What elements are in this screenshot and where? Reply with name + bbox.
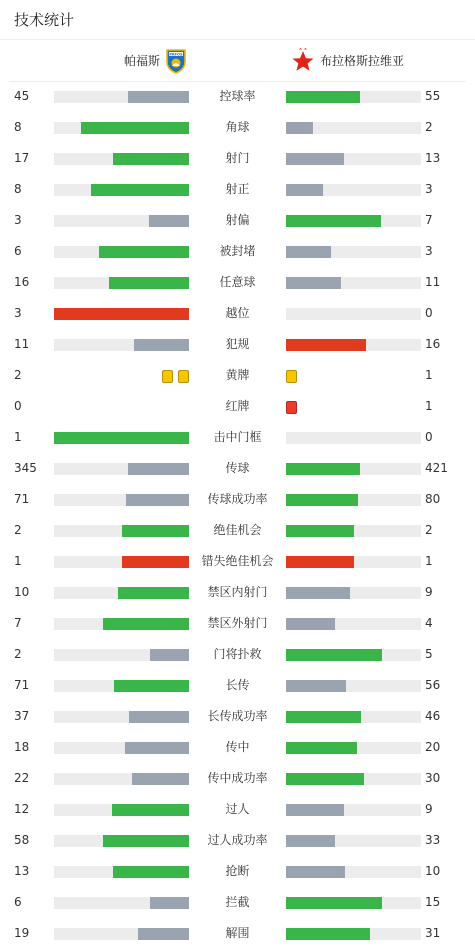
home-value: 71 <box>14 678 30 692</box>
away-bar-track <box>286 91 421 103</box>
stat-label: 击中门框 <box>213 430 262 444</box>
stat-row-blocked-shots <box>0 236 475 267</box>
home-bar-fill <box>125 742 189 754</box>
home-bar-track <box>54 556 189 568</box>
home-value: 2 <box>14 647 22 661</box>
home-yellow-cards <box>162 370 189 382</box>
stat-row-pass-accuracy <box>0 484 475 515</box>
stat-label: 错失绝佳机会 <box>201 554 274 568</box>
home-bar-track <box>54 122 189 134</box>
red-card-icon <box>286 401 297 414</box>
stat-label: 拦截 <box>225 895 250 909</box>
home-bar-fill <box>126 494 189 506</box>
away-bar-track <box>286 463 421 475</box>
home-bar-fill <box>118 587 189 599</box>
stat-label: 长传 <box>225 678 250 692</box>
home-value: 7 <box>14 616 22 630</box>
away-red-cards <box>286 401 297 413</box>
home-bar-track <box>54 804 189 816</box>
away-value: 30 <box>425 771 441 785</box>
away-value: 0 <box>425 306 433 320</box>
away-bar-track <box>286 153 421 165</box>
away-bar-fill <box>286 804 344 816</box>
away-bar-track <box>286 897 421 909</box>
stat-label: 传中成功率 <box>207 771 268 785</box>
stat-label: 越位 <box>225 306 250 320</box>
stat-row-long-balls <box>0 670 475 701</box>
stat-row-red-cards <box>0 391 475 422</box>
stat-label: 门将扑救 <box>213 647 262 661</box>
home-bar-track <box>54 866 189 878</box>
stat-row-shots-inside-box <box>0 577 475 608</box>
pafos-crest-icon <box>165 48 187 74</box>
stat-row-passes <box>0 453 475 484</box>
stat-label: 被封堵 <box>219 244 256 258</box>
home-bar-fill <box>113 866 189 878</box>
stat-row-shots-off-target <box>0 205 475 236</box>
stat-row-shots-on-target <box>0 174 475 205</box>
home-value: 17 <box>14 151 30 165</box>
home-bar-track <box>54 525 189 537</box>
away-value: 421 <box>425 461 448 475</box>
away-bar-fill <box>286 556 354 568</box>
away-value: 46 <box>425 709 441 723</box>
away-team-name: 布拉格斯拉维亚 <box>320 54 405 68</box>
away-bar-fill <box>286 153 344 165</box>
stat-row-shots-outside-box <box>0 608 475 639</box>
away-value: 2 <box>425 523 433 537</box>
away-value: 16 <box>425 337 441 351</box>
away-bar-fill <box>286 122 313 134</box>
home-bar-track <box>54 835 189 847</box>
away-bar-track <box>286 742 421 754</box>
home-value: 8 <box>14 182 22 196</box>
home-bar-track <box>54 773 189 785</box>
home-bar-track <box>54 494 189 506</box>
home-bar-track <box>54 680 189 692</box>
yellow-card-icon <box>178 370 189 383</box>
home-bar-fill <box>114 680 189 692</box>
home-value: 12 <box>14 802 30 816</box>
away-value: 31 <box>425 926 441 940</box>
away-bar-track <box>286 866 421 878</box>
away-bar-track <box>286 804 421 816</box>
home-bar-fill <box>128 463 189 475</box>
stat-row-dribble-success <box>0 825 475 856</box>
stat-label: 传球成功率 <box>207 492 268 506</box>
home-value: 18 <box>14 740 30 754</box>
away-bar-track <box>286 525 421 537</box>
stat-row-fouls <box>0 329 475 360</box>
away-bar-track <box>286 122 421 134</box>
stat-row-corners <box>0 112 475 143</box>
stat-label: 红牌 <box>225 399 250 413</box>
stat-row-interceptions <box>0 887 475 918</box>
home-value: 6 <box>14 895 22 909</box>
stats-list <box>0 81 475 949</box>
home-team-name: 帕福斯 <box>123 54 160 68</box>
away-value: 3 <box>425 182 433 196</box>
away-bar-fill <box>286 463 360 475</box>
away-bar-fill <box>286 339 366 351</box>
stat-row-tackles <box>0 856 475 887</box>
away-value: 0 <box>425 430 433 444</box>
away-bar-track <box>286 587 421 599</box>
away-bar-fill <box>286 215 381 227</box>
home-value: 22 <box>14 771 30 785</box>
home-bar-fill <box>103 835 189 847</box>
away-value: 11 <box>425 275 441 289</box>
away-value: 10 <box>425 864 441 878</box>
away-value: 56 <box>425 678 441 692</box>
home-value: 37 <box>14 709 30 723</box>
section-header <box>0 0 475 40</box>
home-bar-track <box>54 618 189 630</box>
home-value: 1 <box>14 554 22 568</box>
teams-header <box>9 40 466 82</box>
away-bar-track <box>286 773 421 785</box>
away-bar-fill <box>286 618 335 630</box>
yellow-card-icon <box>162 370 173 383</box>
stat-label: 控球率 <box>219 89 256 103</box>
away-bar-track <box>286 835 421 847</box>
stat-label: 禁区外射门 <box>207 616 268 630</box>
home-bar-track <box>54 897 189 909</box>
slavia-red-star-icon <box>291 48 315 74</box>
away-value: 2 <box>425 120 433 134</box>
away-value: 5 <box>425 647 433 661</box>
stat-label: 绝佳机会 <box>213 523 262 537</box>
home-bar-fill <box>113 153 190 165</box>
home-value: 11 <box>14 337 30 351</box>
stat-row-cross-accuracy <box>0 763 475 794</box>
stat-row-possession <box>0 81 475 112</box>
away-bar-fill <box>286 246 331 258</box>
away-value: 4 <box>425 616 433 630</box>
home-bar-track <box>54 308 189 320</box>
stat-row-shots <box>0 143 475 174</box>
stat-label: 黄牌 <box>225 368 250 382</box>
away-team[interactable] <box>291 40 404 81</box>
stat-row-goalkeeper-saves <box>0 639 475 670</box>
home-value: 345 <box>14 461 37 475</box>
home-bar-fill <box>122 556 190 568</box>
stat-row-crosses <box>0 732 475 763</box>
away-bar-fill <box>286 773 364 785</box>
home-bar-track <box>54 339 189 351</box>
stat-label: 长传成功率 <box>207 709 268 723</box>
away-yellow-cards <box>286 370 297 382</box>
away-bar-fill <box>286 866 345 878</box>
away-value: 80 <box>425 492 441 506</box>
yellow-card-icon <box>286 370 297 383</box>
away-value: 15 <box>425 895 441 909</box>
stat-row-offsides <box>0 298 475 329</box>
away-bar-track <box>286 618 421 630</box>
away-bar-track <box>286 556 421 568</box>
home-bar-fill <box>54 432 189 444</box>
home-value: 71 <box>14 492 30 506</box>
away-bar-track <box>286 308 421 320</box>
away-bar-fill <box>286 277 341 289</box>
away-bar-track <box>286 184 421 196</box>
stat-label: 射正 <box>225 182 250 196</box>
stat-row-dribbles <box>0 794 475 825</box>
home-value: 2 <box>14 523 22 537</box>
home-value: 6 <box>14 244 22 258</box>
home-bar-fill <box>150 649 189 661</box>
away-bar-track <box>286 649 421 661</box>
stat-row-free-kicks <box>0 267 475 298</box>
away-bar-fill <box>286 649 382 661</box>
away-value: 3 <box>425 244 433 258</box>
section-title: 技术统计 <box>14 11 75 29</box>
home-bar-track <box>54 928 189 940</box>
stat-label: 解围 <box>225 926 250 940</box>
home-value: 3 <box>14 213 22 227</box>
away-bar-fill <box>286 928 370 940</box>
home-bar-track <box>54 711 189 723</box>
away-bar-fill <box>286 897 382 909</box>
home-bar-fill <box>103 618 189 630</box>
home-value: 0 <box>14 399 22 413</box>
home-bar-track <box>54 277 189 289</box>
stat-row-clearances <box>0 918 475 949</box>
home-bar-track <box>54 153 189 165</box>
stat-label: 过人 <box>225 802 250 816</box>
home-bar-track <box>54 587 189 599</box>
away-bar-fill <box>286 711 361 723</box>
home-bar-track <box>54 742 189 754</box>
stat-label: 角球 <box>225 120 250 134</box>
stat-label: 传中 <box>225 740 250 754</box>
away-bar-fill <box>286 835 335 847</box>
away-bar-track <box>286 711 421 723</box>
away-value: 13 <box>425 151 441 165</box>
away-bar-track <box>286 432 421 444</box>
home-bar-fill <box>150 897 189 909</box>
home-value: 8 <box>14 120 22 134</box>
away-value: 20 <box>425 740 441 754</box>
home-bar-fill <box>149 215 190 227</box>
stat-row-big-chances <box>0 515 475 546</box>
home-bar-fill <box>99 246 189 258</box>
away-bar-track <box>286 215 421 227</box>
away-value: 1 <box>425 368 433 382</box>
away-value: 1 <box>425 554 433 568</box>
stat-label: 任意球 <box>219 275 256 289</box>
home-bar-track <box>54 91 189 103</box>
stat-label: 过人成功率 <box>207 833 268 847</box>
stat-label: 传球 <box>225 461 250 475</box>
home-bar-track <box>54 215 189 227</box>
stat-row-yellow-cards <box>0 360 475 391</box>
home-bar-fill <box>54 308 189 320</box>
stat-label: 射门 <box>225 151 250 165</box>
away-bar-fill <box>286 742 357 754</box>
home-bar-track <box>54 432 189 444</box>
home-bar-fill <box>91 184 189 196</box>
away-bar-fill <box>286 184 323 196</box>
away-bar-track <box>286 680 421 692</box>
home-value: 19 <box>14 926 30 940</box>
stat-row-big-chances-missed <box>0 546 475 577</box>
home-bar-fill <box>132 773 189 785</box>
home-bar-fill <box>122 525 190 537</box>
home-bar-track <box>54 246 189 258</box>
home-bar-track <box>54 463 189 475</box>
stat-row-long-ball-accuracy <box>0 701 475 732</box>
stat-label: 射偏 <box>225 213 250 227</box>
away-bar-track <box>286 928 421 940</box>
away-value: 55 <box>425 89 441 103</box>
home-bar-fill <box>128 91 189 103</box>
home-value: 3 <box>14 306 22 320</box>
away-bar-fill <box>286 587 350 599</box>
away-bar-fill <box>286 525 354 537</box>
home-bar-fill <box>138 928 189 940</box>
home-bar-fill <box>81 122 189 134</box>
away-bar-fill <box>286 680 346 692</box>
away-value: 7 <box>425 213 433 227</box>
home-value: 13 <box>14 864 30 878</box>
home-team[interactable] <box>124 40 187 81</box>
away-bar-track <box>286 246 421 258</box>
svg-text:PAFOS: PAFOS <box>169 51 183 56</box>
home-bar-fill <box>129 711 189 723</box>
away-value: 1 <box>425 399 433 413</box>
away-value: 9 <box>425 585 433 599</box>
home-value: 58 <box>14 833 30 847</box>
stat-row-woodwork <box>0 422 475 453</box>
away-bar-fill <box>286 494 358 506</box>
home-bar-fill <box>109 277 189 289</box>
away-bar-track <box>286 277 421 289</box>
home-value: 1 <box>14 430 22 444</box>
home-value: 16 <box>14 275 30 289</box>
away-bar-fill <box>286 91 360 103</box>
stat-label: 禁区内射门 <box>207 585 268 599</box>
home-value: 10 <box>14 585 30 599</box>
home-bar-fill <box>134 339 189 351</box>
away-bar-track <box>286 339 421 351</box>
home-bar-track <box>54 184 189 196</box>
stat-label: 抢断 <box>225 864 250 878</box>
home-bar-track <box>54 649 189 661</box>
away-bar-track <box>286 494 421 506</box>
home-value: 45 <box>14 89 30 103</box>
home-value: 2 <box>14 368 22 382</box>
stat-label: 犯规 <box>225 337 250 351</box>
home-bar-fill <box>112 804 189 816</box>
away-value: 9 <box>425 802 433 816</box>
away-value: 33 <box>425 833 441 847</box>
